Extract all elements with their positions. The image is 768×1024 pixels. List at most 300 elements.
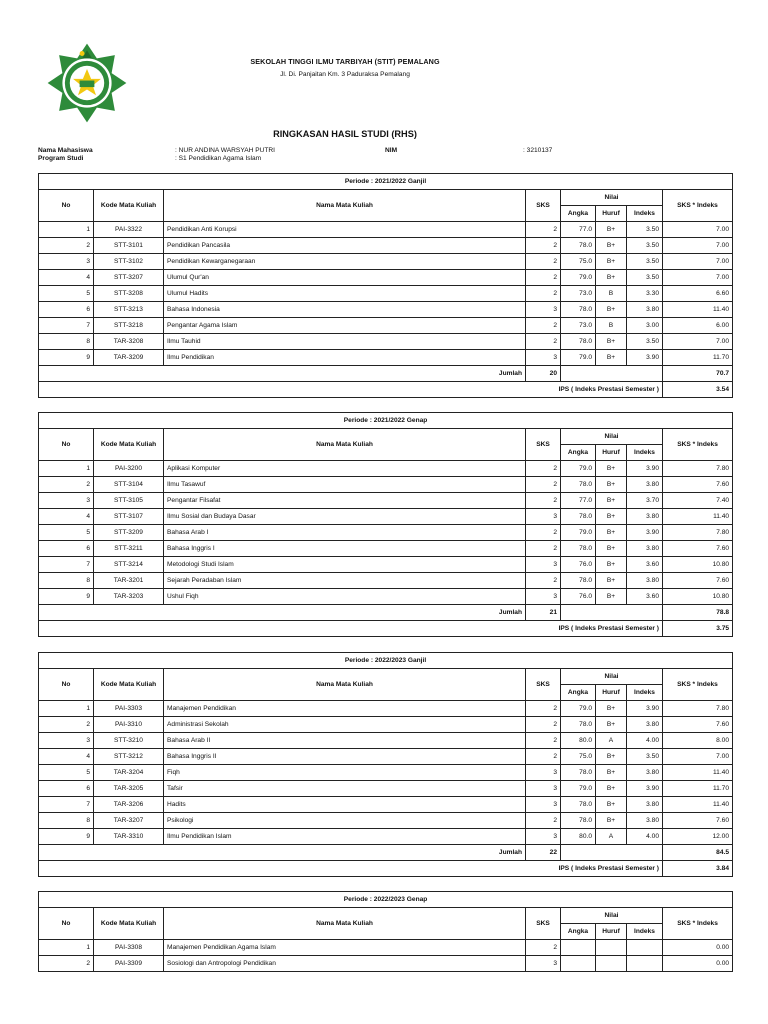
course-row [39, 318, 733, 334]
program-label: Program Studi [38, 155, 84, 162]
jumlah-label: Jumlah [39, 845, 526, 861]
row-kode: TAR-3310 [94, 829, 164, 845]
row-no: 8 [39, 334, 94, 350]
row-huruf: A [596, 733, 627, 749]
row-no: 5 [39, 525, 94, 541]
jumlah-indeks: 70.7 [663, 366, 733, 382]
course-row [39, 493, 733, 509]
student-name-value: : NUR ANDINA WARSYAH PUTRI [175, 147, 276, 154]
row-nama: Hadits [164, 797, 526, 813]
row-indeks: 3.90 [627, 525, 663, 541]
row-sks-indeks: 0.00 [663, 956, 733, 972]
col-kode: Kode Mata Kuliah [94, 190, 164, 222]
row-no: 3 [39, 254, 94, 270]
jumlah-spacer [561, 366, 663, 382]
course-row [39, 573, 733, 589]
col-nama: Nama Mata Kuliah [164, 429, 526, 461]
row-sks: 2 [526, 238, 561, 254]
row-sks-indeks: 12.00 [663, 829, 733, 845]
row-sks: 2 [526, 254, 561, 270]
col-sks: SKS [526, 908, 561, 940]
row-sks-indeks: 0.00 [663, 940, 733, 956]
col-huruf: Huruf [596, 924, 627, 940]
row-huruf: B+ [596, 781, 627, 797]
row-no: 7 [39, 557, 94, 573]
ips-value: 3.75 [663, 621, 733, 637]
row-huruf: B+ [596, 477, 627, 493]
row-indeks: 4.00 [627, 829, 663, 845]
col-no: No [39, 669, 94, 701]
row-no: 2 [39, 238, 94, 254]
row-kode: TAR-3208 [94, 334, 164, 350]
row-sks: 2 [526, 749, 561, 765]
row-sks-indeks: 11.70 [663, 350, 733, 366]
row-sks: 3 [526, 589, 561, 605]
row-huruf: B+ [596, 573, 627, 589]
ips-label: IPS ( Indeks Prestasi Semester ) [39, 382, 663, 398]
row-kode: STT-3210 [94, 733, 164, 749]
ips-label: IPS ( Indeks Prestasi Semester ) [39, 621, 663, 637]
row-sks: 3 [526, 302, 561, 318]
row-angka: 78.0 [561, 302, 596, 318]
row-angka: 78.0 [561, 573, 596, 589]
row-huruf: B+ [596, 222, 627, 238]
row-kode: PAI-3310 [94, 717, 164, 733]
periode-label: Periode : 2022/2023 Genap [39, 892, 733, 908]
row-kode: PAI-3200 [94, 461, 164, 477]
course-row [39, 270, 733, 286]
row-sks: 2 [526, 733, 561, 749]
row-angka: 78.0 [561, 477, 596, 493]
course-row [39, 813, 733, 829]
col-sks-indeks: SKS * Indeks [663, 908, 733, 940]
nim-value: : 3210137 [523, 147, 553, 154]
row-huruf: A [596, 829, 627, 845]
col-sks-indeks: SKS * Indeks [663, 669, 733, 701]
row-indeks: 3.90 [627, 701, 663, 717]
row-indeks: 3.90 [627, 350, 663, 366]
row-indeks: 3.80 [627, 477, 663, 493]
row-angka: 77.0 [561, 222, 596, 238]
row-nama: Pengantar Agama Islam [164, 318, 526, 334]
row-angka: 79.0 [561, 461, 596, 477]
row-indeks: 3.60 [627, 557, 663, 573]
row-angka: 73.0 [561, 318, 596, 334]
col-angka: Angka [561, 206, 596, 222]
row-nama: Pendidikan Pancasila [164, 238, 526, 254]
row-no: 4 [39, 749, 94, 765]
row-nama: Aplikasi Komputer [164, 461, 526, 477]
row-kode: PAI-3322 [94, 222, 164, 238]
row-huruf: B+ [596, 557, 627, 573]
row-sks-indeks: 11.40 [663, 797, 733, 813]
col-nama: Nama Mata Kuliah [164, 190, 526, 222]
row-angka: 79.0 [561, 525, 596, 541]
row-indeks: 3.50 [627, 270, 663, 286]
row-indeks: 3.50 [627, 222, 663, 238]
row-indeks: 3.50 [627, 254, 663, 270]
row-huruf: B+ [596, 461, 627, 477]
row-huruf: B+ [596, 334, 627, 350]
row-no: 2 [39, 956, 94, 972]
semester-table-1 [38, 173, 733, 398]
row-indeks: 3.00 [627, 318, 663, 334]
row-sks: 3 [526, 557, 561, 573]
row-huruf: B+ [596, 525, 627, 541]
row-nama: Ilmu Tauhid [164, 334, 526, 350]
col-indeks: Indeks [627, 685, 663, 701]
col-sks: SKS [526, 669, 561, 701]
row-kode: STT-3209 [94, 525, 164, 541]
row-sks: 2 [526, 270, 561, 286]
jumlah-label: Jumlah [39, 366, 526, 382]
row-no: 1 [39, 940, 94, 956]
row-nama: Bahasa Inggris II [164, 749, 526, 765]
row-kode: STT-3213 [94, 302, 164, 318]
row-no: 1 [39, 461, 94, 477]
row-nama: Manajemen Pendidikan [164, 701, 526, 717]
row-sks: 2 [526, 286, 561, 302]
row-no: 4 [39, 270, 94, 286]
col-angka: Angka [561, 445, 596, 461]
course-row [39, 733, 733, 749]
row-no: 1 [39, 222, 94, 238]
row-kode: STT-3102 [94, 254, 164, 270]
row-sks-indeks: 11.40 [663, 302, 733, 318]
periode-label: Periode : 2021/2022 Genap [39, 413, 733, 429]
row-kode: TAR-3204 [94, 765, 164, 781]
nim-label: NIM [385, 147, 398, 154]
col-huruf: Huruf [596, 445, 627, 461]
row-angka: 78.0 [561, 541, 596, 557]
row-indeks: 3.60 [627, 589, 663, 605]
row-sks-indeks: 7.00 [663, 238, 733, 254]
row-no: 1 [39, 701, 94, 717]
row-kode: TAR-3203 [94, 589, 164, 605]
periode-label: Periode : 2021/2022 Ganjil [39, 174, 733, 190]
row-sks: 2 [526, 525, 561, 541]
row-angka: 78.0 [561, 765, 596, 781]
row-indeks: 3.80 [627, 302, 663, 318]
row-no: 7 [39, 797, 94, 813]
course-row [39, 461, 733, 477]
row-angka: 78.0 [561, 509, 596, 525]
semester-table-4 [38, 891, 733, 972]
row-angka: 80.0 [561, 733, 596, 749]
row-indeks: 3.80 [627, 509, 663, 525]
course-row [39, 701, 733, 717]
row-nama: Tafsir [164, 781, 526, 797]
row-no: 2 [39, 477, 94, 493]
row-nama: Psikologi [164, 813, 526, 829]
ips-label: IPS ( Indeks Prestasi Semester ) [39, 861, 663, 877]
row-kode: PAI-3303 [94, 701, 164, 717]
row-sks-indeks: 7.00 [663, 270, 733, 286]
row-indeks [627, 956, 663, 972]
row-sks: 2 [526, 940, 561, 956]
row-angka: 79.0 [561, 781, 596, 797]
row-angka: 78.0 [561, 717, 596, 733]
col-nilai: Nilai [561, 190, 663, 206]
row-angka: 75.0 [561, 749, 596, 765]
col-nilai: Nilai [561, 429, 663, 445]
student-name-label: Nama Mahasiswa [38, 147, 93, 154]
col-no: No [39, 429, 94, 461]
row-sks: 3 [526, 350, 561, 366]
row-huruf: B+ [596, 254, 627, 270]
row-angka: 75.0 [561, 254, 596, 270]
row-no: 8 [39, 573, 94, 589]
row-indeks: 3.70 [627, 493, 663, 509]
row-angka [561, 940, 596, 956]
row-nama: Ilmu Tasawuf [164, 477, 526, 493]
row-sks-indeks: 11.70 [663, 781, 733, 797]
col-huruf: Huruf [596, 685, 627, 701]
row-sks: 2 [526, 541, 561, 557]
row-sks-indeks: 7.00 [663, 222, 733, 238]
row-indeks: 3.50 [627, 749, 663, 765]
row-sks-indeks: 11.40 [663, 509, 733, 525]
row-huruf: B+ [596, 350, 627, 366]
row-nama: Ilmu Pendidikan [164, 350, 526, 366]
row-indeks: 4.00 [627, 733, 663, 749]
row-sks-indeks: 7.60 [663, 813, 733, 829]
row-huruf: B+ [596, 749, 627, 765]
course-row [39, 781, 733, 797]
jumlah-indeks: 78.8 [663, 605, 733, 621]
row-no: 9 [39, 829, 94, 845]
row-kode: STT-3101 [94, 238, 164, 254]
row-sks-indeks: 7.60 [663, 477, 733, 493]
row-angka: 79.0 [561, 270, 596, 286]
row-nama: Ilmu Pendidikan Islam [164, 829, 526, 845]
row-indeks: 3.80 [627, 813, 663, 829]
course-row [39, 557, 733, 573]
row-nama: Metodologi Studi Islam [164, 557, 526, 573]
row-huruf: B [596, 286, 627, 302]
row-sks: 2 [526, 717, 561, 733]
institution-logo-icon [46, 42, 128, 124]
row-sks: 2 [526, 334, 561, 350]
row-kode: TAR-3207 [94, 813, 164, 829]
row-huruf: B+ [596, 493, 627, 509]
row-no: 6 [39, 541, 94, 557]
ips-value: 3.54 [663, 382, 733, 398]
row-angka: 76.0 [561, 589, 596, 605]
row-huruf: B+ [596, 302, 627, 318]
row-huruf: B+ [596, 797, 627, 813]
row-indeks: 3.30 [627, 286, 663, 302]
row-sks-indeks: 7.60 [663, 573, 733, 589]
row-nama: Manajemen Pendidikan Agama Islam [164, 940, 526, 956]
periode-label: Periode : 2022/2023 Ganjil [39, 653, 733, 669]
row-nama: Pendidikan Kewarganegaraan [164, 254, 526, 270]
col-nama: Nama Mata Kuliah [164, 908, 526, 940]
institution-name: SEKOLAH TINGGI ILMU TARBIYAH (STIT) PEMALANG [250, 57, 440, 66]
row-angka [561, 956, 596, 972]
row-kode: TAR-3209 [94, 350, 164, 366]
row-nama: Bahasa Indonesia [164, 302, 526, 318]
row-huruf: B+ [596, 509, 627, 525]
row-sks: 2 [526, 573, 561, 589]
row-huruf: B+ [596, 589, 627, 605]
col-no: No [39, 908, 94, 940]
row-no: 8 [39, 813, 94, 829]
row-sks-indeks: 7.80 [663, 461, 733, 477]
row-huruf [596, 940, 627, 956]
row-no: 5 [39, 286, 94, 302]
row-indeks: 3.80 [627, 541, 663, 557]
row-angka: 78.0 [561, 238, 596, 254]
row-huruf: B+ [596, 765, 627, 781]
row-no: 4 [39, 509, 94, 525]
row-kode: STT-3207 [94, 270, 164, 286]
row-indeks: 3.50 [627, 238, 663, 254]
course-row [39, 477, 733, 493]
course-row [39, 350, 733, 366]
jumlah-sks: 22 [526, 845, 561, 861]
course-row [39, 956, 733, 972]
row-sks-indeks: 11.40 [663, 765, 733, 781]
row-huruf: B+ [596, 541, 627, 557]
row-huruf: B+ [596, 717, 627, 733]
col-kode: Kode Mata Kuliah [94, 908, 164, 940]
row-no: 6 [39, 781, 94, 797]
jumlah-spacer [561, 845, 663, 861]
row-no: 2 [39, 717, 94, 733]
jumlah-sks: 20 [526, 366, 561, 382]
row-sks-indeks: 7.40 [663, 493, 733, 509]
row-sks-indeks: 7.00 [663, 749, 733, 765]
row-sks-indeks: 6.00 [663, 318, 733, 334]
row-nama: Ilmu Sosial dan Budaya Dasar [164, 509, 526, 525]
semester-table-2 [38, 412, 733, 637]
col-kode: Kode Mata Kuliah [94, 429, 164, 461]
course-row [39, 829, 733, 845]
row-kode: STT-3211 [94, 541, 164, 557]
program-value: : S1 Pendidikan Agama Islam [175, 155, 262, 162]
row-no: 9 [39, 350, 94, 366]
row-no: 5 [39, 765, 94, 781]
row-sks-indeks: 8.00 [663, 733, 733, 749]
row-sks-indeks: 7.80 [663, 525, 733, 541]
col-huruf: Huruf [596, 206, 627, 222]
row-sks: 2 [526, 461, 561, 477]
row-indeks: 3.90 [627, 781, 663, 797]
row-kode: STT-3107 [94, 509, 164, 525]
row-no: 6 [39, 302, 94, 318]
col-no: No [39, 190, 94, 222]
col-indeks: Indeks [627, 206, 663, 222]
row-nama: Bahasa Arab I [164, 525, 526, 541]
row-sks-indeks: 10.80 [663, 589, 733, 605]
course-row [39, 302, 733, 318]
row-sks: 3 [526, 797, 561, 813]
col-sks: SKS [526, 429, 561, 461]
row-nama: Bahasa Arab II [164, 733, 526, 749]
row-nama: Ushul Fiqh [164, 589, 526, 605]
row-nama: Ulumul Qur'an [164, 270, 526, 286]
row-indeks: 3.50 [627, 334, 663, 350]
row-nama: Administrasi Sekolah [164, 717, 526, 733]
course-row [39, 254, 733, 270]
row-huruf: B [596, 318, 627, 334]
col-indeks: Indeks [627, 445, 663, 461]
row-no: 9 [39, 589, 94, 605]
row-nama: Sosiologi dan Antropologi Pendidikan [164, 956, 526, 972]
col-kode: Kode Mata Kuliah [94, 669, 164, 701]
row-sks-indeks: 6.60 [663, 286, 733, 302]
row-sks-indeks: 7.60 [663, 717, 733, 733]
jumlah-indeks: 84.5 [663, 845, 733, 861]
row-kode: STT-3218 [94, 318, 164, 334]
row-nama: Ulumul Hadits [164, 286, 526, 302]
row-sks: 3 [526, 956, 561, 972]
ips-value: 3.84 [663, 861, 733, 877]
col-nilai: Nilai [561, 669, 663, 685]
row-indeks: 3.80 [627, 797, 663, 813]
row-huruf: B+ [596, 813, 627, 829]
col-nama: Nama Mata Kuliah [164, 669, 526, 701]
row-kode: STT-3105 [94, 493, 164, 509]
col-angka: Angka [561, 685, 596, 701]
row-nama: Bahasa Inggris I [164, 541, 526, 557]
row-angka: 78.0 [561, 334, 596, 350]
row-indeks: 3.80 [627, 765, 663, 781]
row-sks: 2 [526, 477, 561, 493]
row-huruf [596, 956, 627, 972]
course-row [39, 222, 733, 238]
col-sks: SKS [526, 190, 561, 222]
semester-table-3 [38, 652, 733, 877]
course-row [39, 589, 733, 605]
document-title: RINGKASAN HASIL STUDI (RHS) [273, 129, 417, 139]
row-no: 3 [39, 493, 94, 509]
row-angka: 80.0 [561, 829, 596, 845]
row-sks-indeks: 7.80 [663, 701, 733, 717]
row-sks: 2 [526, 318, 561, 334]
course-row [39, 717, 733, 733]
row-nama: Sejarah Peradaban Islam [164, 573, 526, 589]
col-sks-indeks: SKS * Indeks [663, 190, 733, 222]
course-row [39, 749, 733, 765]
course-row [39, 541, 733, 557]
row-sks-indeks: 7.60 [663, 541, 733, 557]
row-sks: 3 [526, 509, 561, 525]
row-kode: PAI-3309 [94, 956, 164, 972]
course-row [39, 334, 733, 350]
row-kode: TAR-3206 [94, 797, 164, 813]
row-nama: Pendidikan Anti Korupsi [164, 222, 526, 238]
jumlah-spacer [561, 605, 663, 621]
col-sks-indeks: SKS * Indeks [663, 429, 733, 461]
row-huruf: B+ [596, 701, 627, 717]
course-row [39, 797, 733, 813]
row-angka: 77.0 [561, 493, 596, 509]
row-huruf: B+ [596, 238, 627, 254]
course-row [39, 509, 733, 525]
row-indeks: 3.90 [627, 461, 663, 477]
row-angka: 76.0 [561, 557, 596, 573]
row-nama: Pengantar Filsafat [164, 493, 526, 509]
row-sks: 3 [526, 829, 561, 845]
institution-address: Jl. Di. Panjaitan Km. 3 Paduraksa Pemalang [280, 71, 410, 78]
col-angka: Angka [561, 924, 596, 940]
row-indeks: 3.80 [627, 573, 663, 589]
row-no: 7 [39, 318, 94, 334]
course-row [39, 525, 733, 541]
row-angka: 78.0 [561, 797, 596, 813]
